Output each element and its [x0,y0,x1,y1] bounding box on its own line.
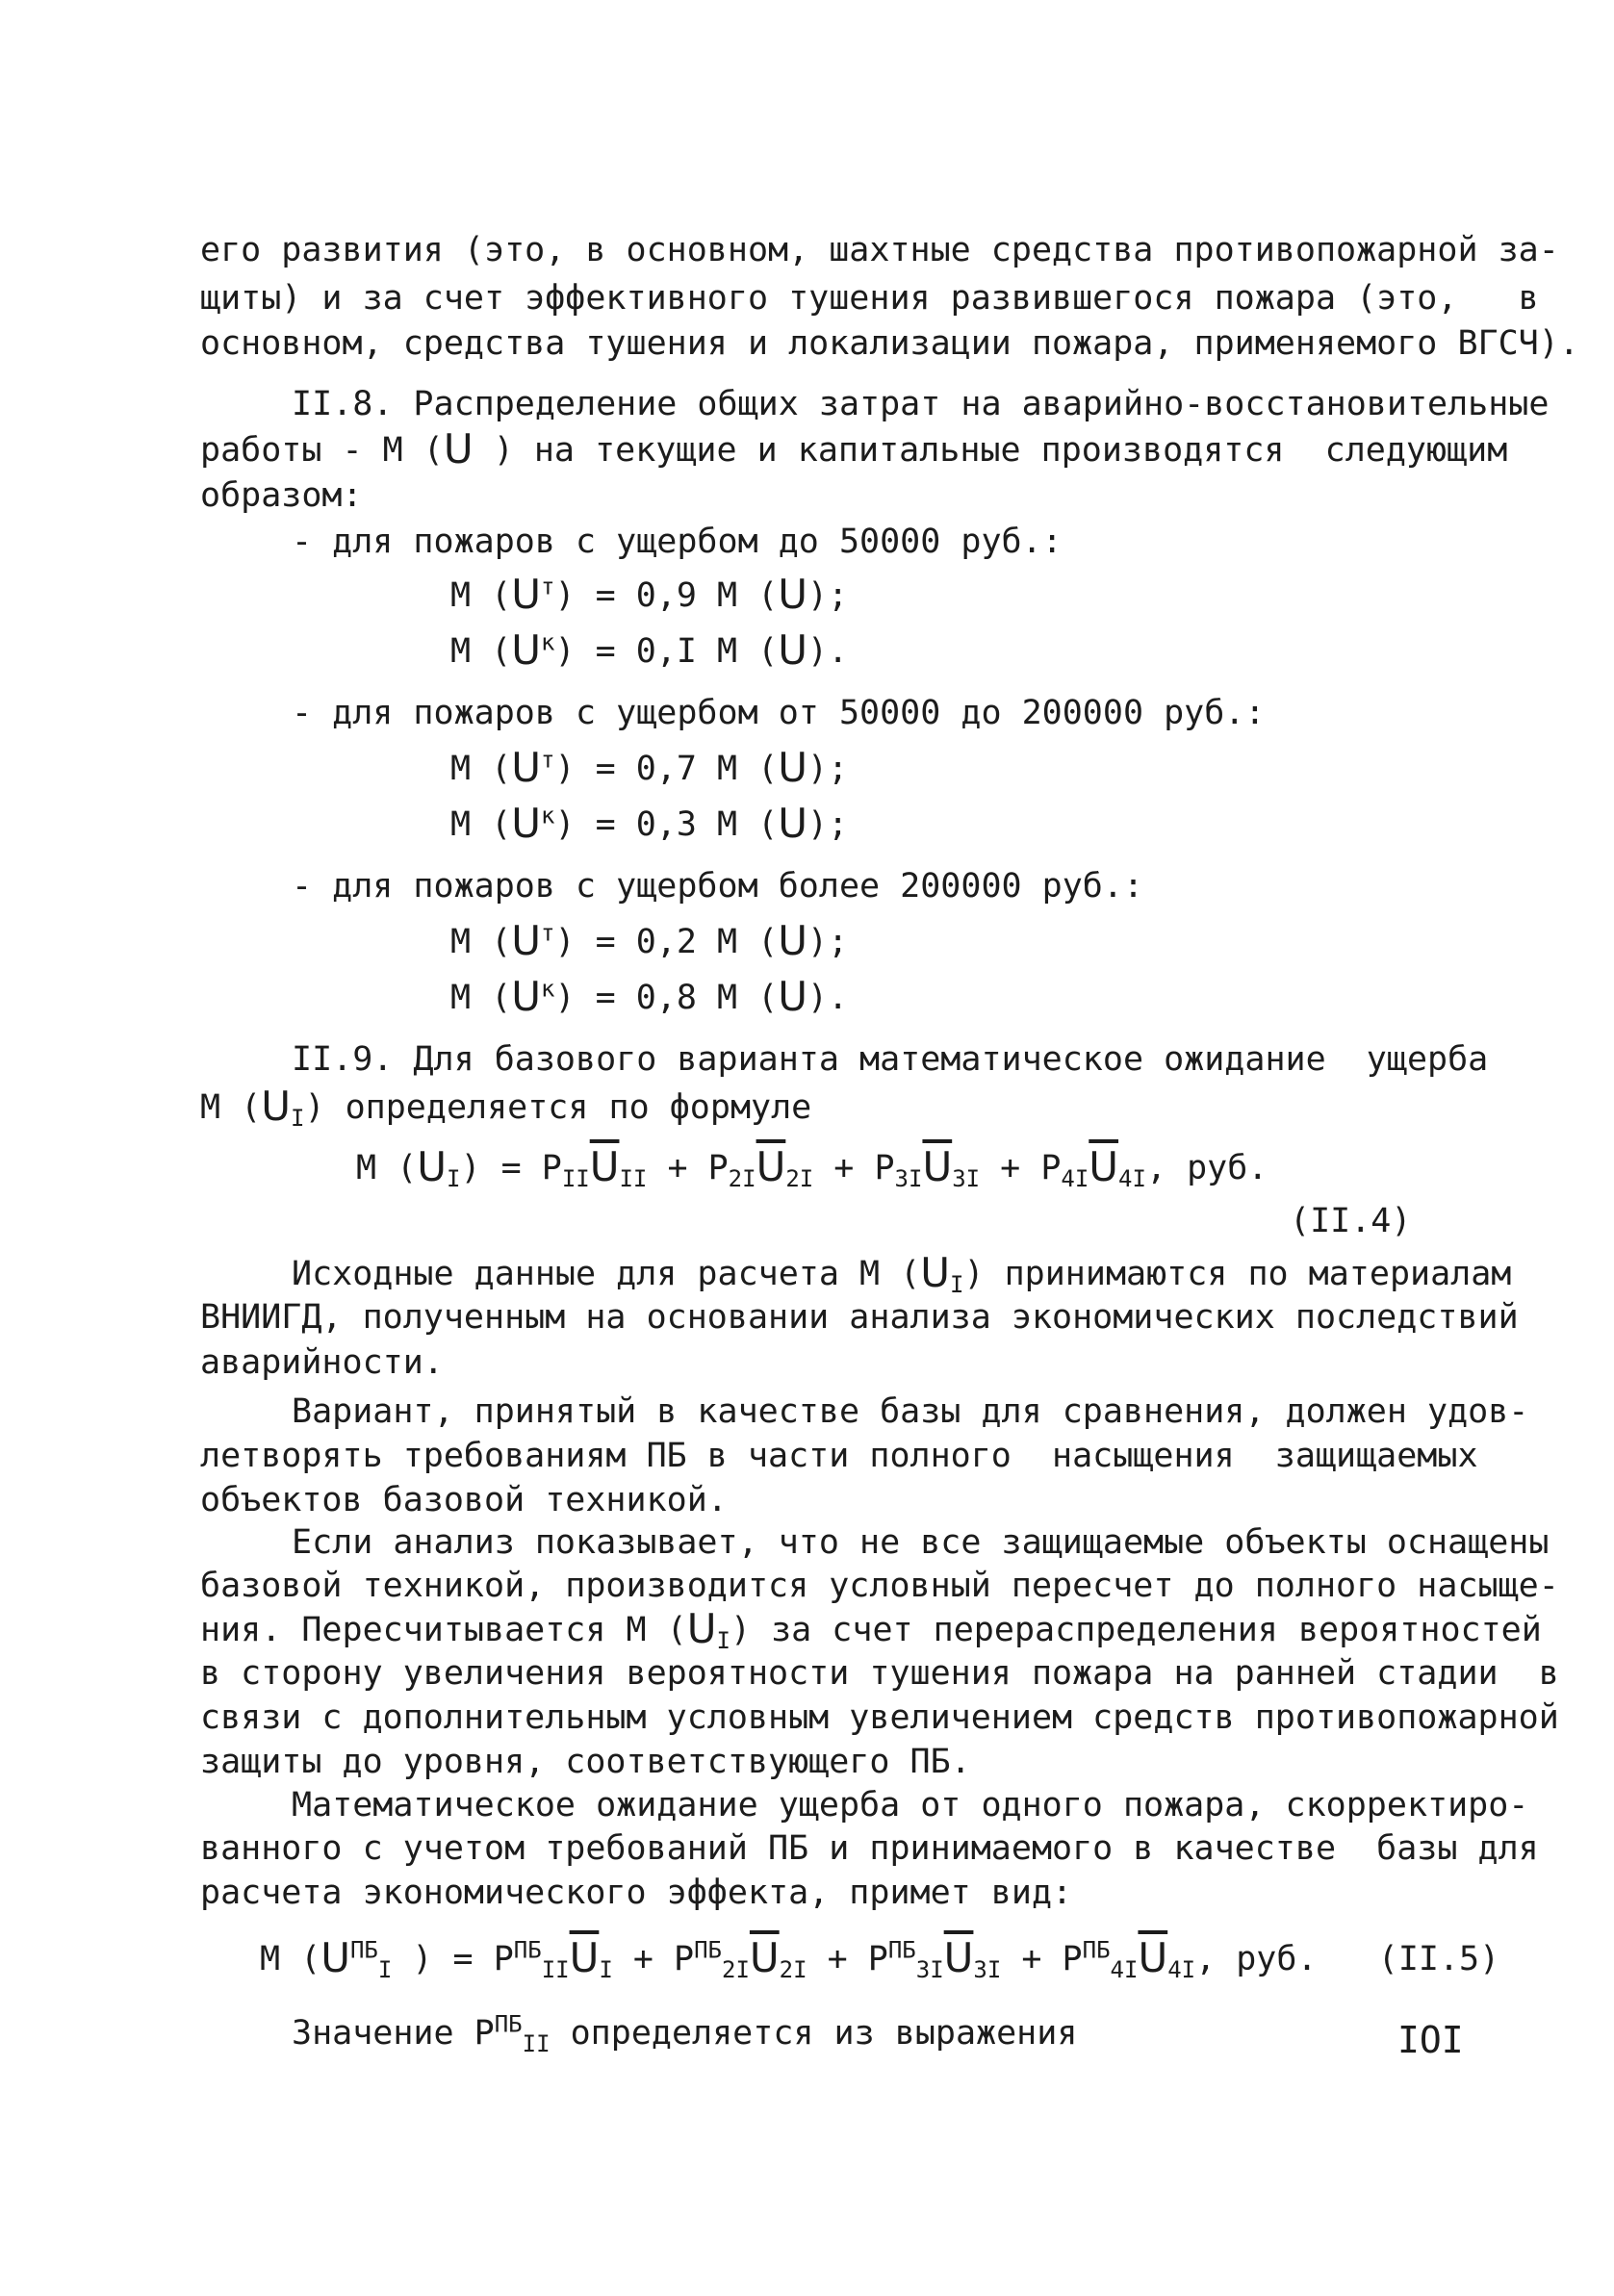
case-label: - для пожаров с ущербом до 50000 руб.: [292,523,1063,561]
section-heading-11-9: II.9. Для базового варианта математическое ожидание ущерба [292,1040,1489,1079]
text-line: Значение $Р^{ПБ}_{II}$ определяется из выражения [292,2010,1078,2057]
text-line: работы - М (U ) на текущие и капитальные производятся следующим [200,425,1508,472]
equation: М $(U^т) = 0,7$ М (U); [450,744,849,791]
equation: М $(U^к) = 0,I$ М (U). [450,626,849,674]
text-line: базовой техникой, производится условный пересчет до полного насыще- [200,1567,1559,1605]
case-label: - для пожаров с ущербом от 50000 до 200000 руб.: [292,694,1266,732]
page-number: IOI [1397,2019,1464,2061]
text-line: защиты до уровня, соответствующего ПБ. [200,1743,971,1781]
text-line: ния. Пересчитывается М $(U_I)$ за счет перераспределения вероятностей [200,1605,1542,1654]
equation: М $(U^к) = 0,3$ М (U); [450,800,849,847]
equation-number: (II.5) [1377,1940,1500,1978]
equation-number: (II.4) [1290,1202,1412,1240]
text-line: ВНИИГД, полученным на основании анализа экономических последствий [200,1298,1519,1337]
case-label: - для пожаров с ущербом более 200000 руб.: [292,867,1144,906]
text-line: Вариант, принятый в качестве базы для сравнения, должен удов- [292,1392,1529,1431]
text-line: Если анализ показывает, что не все защищаемые объекты оснащены [292,1523,1550,1562]
formula-11-4: М $(U_I) = P_{II}\overline{U}_{II} + P_{2I}\overline{U}_{2I} + P_{3I}\overline{U}_{3I} + P_{4I}\overline{U}_{4I}$, руб. [356,1143,1268,1192]
text-line: щиты) и за счет эффективного тушения развившегося пожара (это, в [200,279,1539,318]
text-line: М $(U_I)$ определяется по формуле [200,1083,812,1132]
text-line: Исходные данные для расчета М $(U_I)$ принимаются по материалам [292,1249,1512,1298]
text-line: его развития (это, в основном, шахтные средства противопожарной за- [200,231,1559,269]
text-line: в сторону увеличения вероятности тушения пожара на ранней стадии в [200,1654,1559,1693]
formula-11-5: М ($U^{ПБ}_I$ ) = $P^{ПБ}_{II}\overline{U}_I + P^{ПБ}_{2I}\overline{U}_{2I} + P^{ПБ}_{3I}\overline{U}_{3I} + P^{ПБ}_{4I}\overline{U}_{4I}$, руб. (II.5) [260,1934,1500,1983]
text-line: летворять требованиям ПБ в части полного насыщения защищаемых [200,1437,1478,1475]
section-heading-11-8: II.8. Распределение общих затрат на аварийно-восстановительные [292,385,1550,423]
text-line: Математическое ожидание ущерба от одного пожара, скорректиро- [292,1786,1529,1824]
text-line: ванного с учетом требований ПБ и принимаемого в качестве базы для [200,1829,1539,1868]
text-line: связи с дополнительным условным увеличением средств противопожарной [200,1698,1559,1737]
equation: М $(U^т) = 0,9$ М (U); [450,571,849,618]
equation: М $(U^к) = 0,8$ М (U). [450,973,849,1020]
text-line: аварийности. [200,1343,444,1382]
text-line: объектов базовой техникой. [200,1481,728,1519]
text-line: основном, средства тушения и локализации пожара, применяемого ВГСЧ). [200,324,1579,363]
equation: М $(U^т) = 0,2$ М (U); [450,917,849,964]
text-line: расчета экономического эффекта, примет вид: [200,1874,1073,1912]
text-line: образом: [200,476,363,515]
